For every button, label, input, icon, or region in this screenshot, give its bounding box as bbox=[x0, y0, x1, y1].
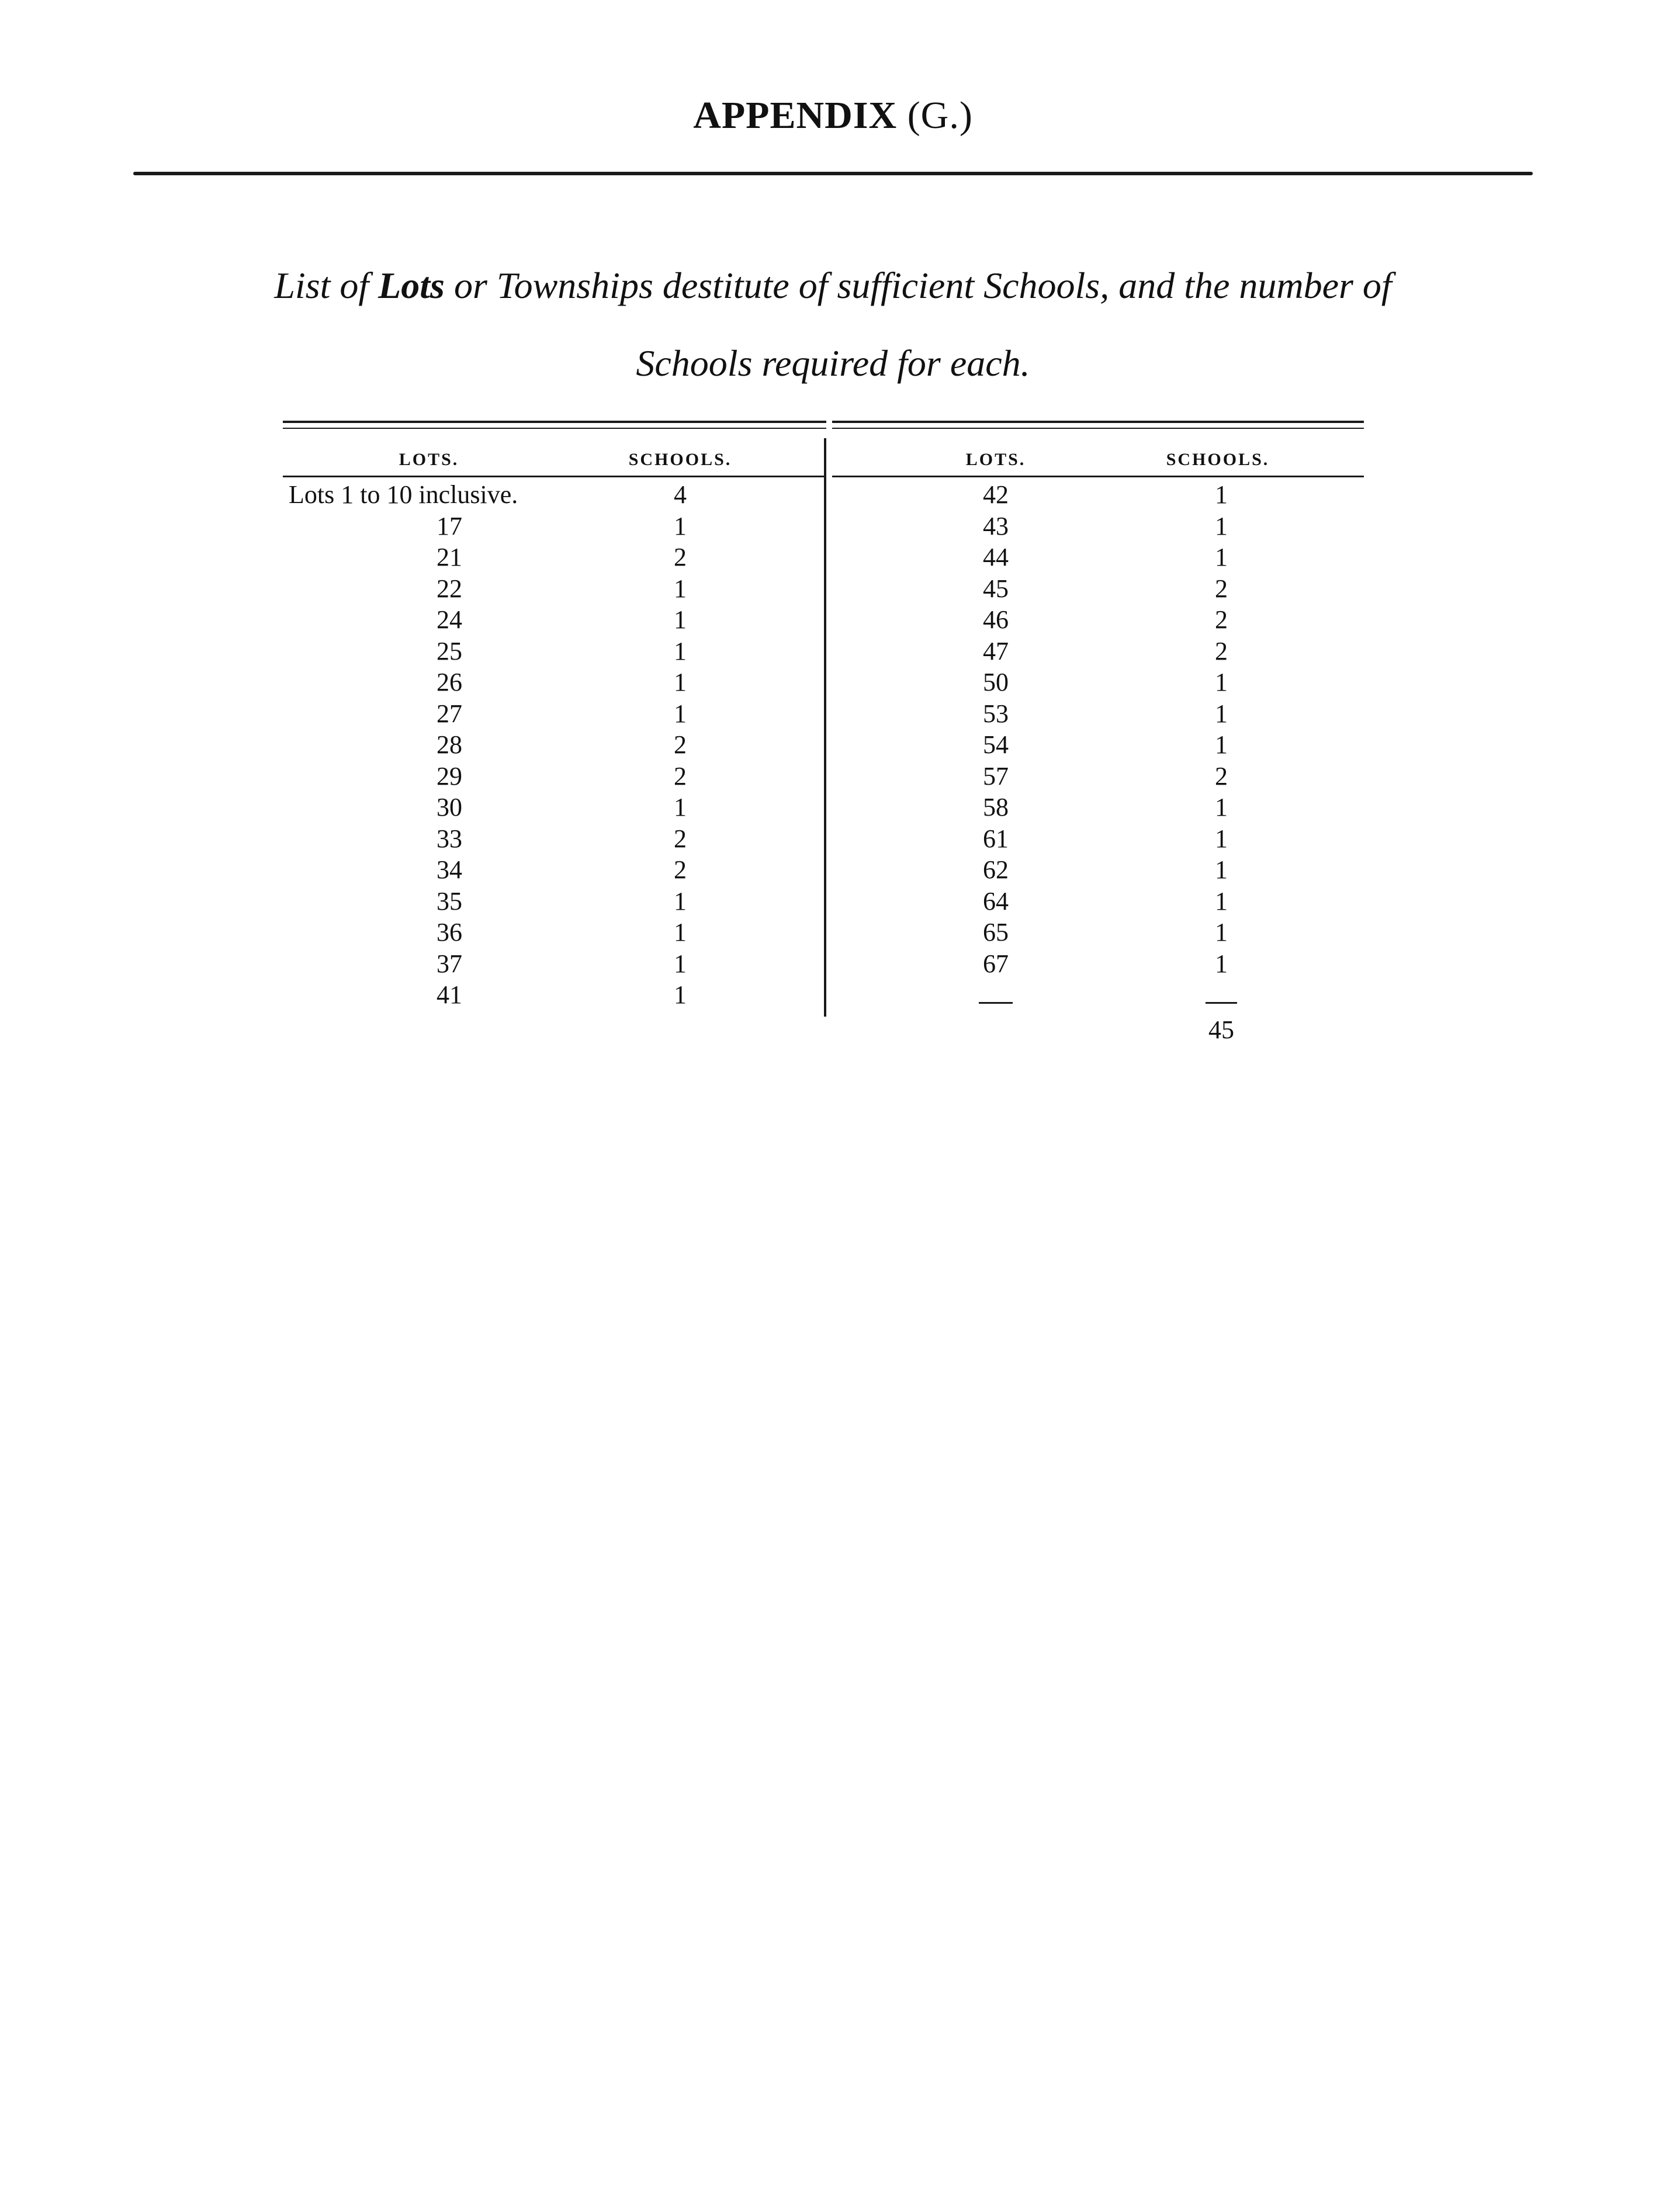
table-row bbox=[832, 821, 1364, 853]
table-row bbox=[832, 727, 1364, 759]
header-rule bbox=[133, 172, 1533, 175]
lot-cell: 17 bbox=[437, 511, 462, 540]
table-top-rule bbox=[283, 421, 826, 429]
schools-cell: 1 bbox=[674, 636, 687, 665]
schools-cell: 1 bbox=[1215, 918, 1228, 946]
schools-cell: 1 bbox=[1215, 824, 1228, 853]
lots-end-rule bbox=[979, 1002, 1013, 1004]
schools-cell: 2 bbox=[1215, 636, 1228, 665]
lot-cell: 27 bbox=[437, 699, 462, 728]
schools-cell: 1 bbox=[1215, 949, 1228, 978]
table-row bbox=[832, 602, 1364, 634]
schools-cell: 1 bbox=[1215, 730, 1228, 759]
schools-cell: 2 bbox=[674, 855, 687, 884]
lot-cell: 42 bbox=[983, 480, 1009, 509]
left-table-body bbox=[283, 477, 826, 1009]
lot-cell: 62 bbox=[983, 855, 1009, 884]
table-row bbox=[832, 759, 1364, 791]
right-table bbox=[832, 421, 1364, 977]
lot-cell: 41 bbox=[437, 980, 462, 1009]
schools-cell: 1 bbox=[1215, 793, 1228, 821]
table-row bbox=[283, 634, 826, 665]
table-row bbox=[283, 759, 826, 791]
lot-cell: 21 bbox=[437, 543, 462, 571]
lot-cell: 24 bbox=[437, 605, 462, 634]
table-row bbox=[832, 852, 1364, 884]
schools-cell: 1 bbox=[674, 605, 687, 634]
schools-cell: 2 bbox=[674, 761, 687, 791]
schools-cell: 1 bbox=[1215, 886, 1228, 916]
schools-cell: 1 bbox=[674, 949, 687, 978]
lot-cell: 53 bbox=[983, 699, 1009, 728]
table-top-rule bbox=[832, 421, 1364, 429]
lot-cell: 28 bbox=[437, 730, 462, 759]
lot-cell: 54 bbox=[983, 730, 1009, 759]
lot-cell: 35 bbox=[437, 886, 462, 916]
lot-cell: 61 bbox=[983, 824, 1009, 853]
lot-cell: 37 bbox=[437, 949, 462, 978]
lot-cell: 64 bbox=[983, 886, 1009, 916]
lot-cell: Lots 1 to 10 inclusive. bbox=[289, 480, 518, 509]
lot-cell: 36 bbox=[437, 918, 462, 946]
schools-cell: 1 bbox=[674, 980, 687, 1009]
lot-cell: 67 bbox=[983, 949, 1009, 978]
schools-cell: 1 bbox=[674, 886, 687, 916]
total-rule bbox=[1206, 1002, 1237, 1004]
lot-cell: 34 bbox=[437, 855, 462, 884]
schools-cell: 1 bbox=[1215, 511, 1228, 540]
schools-cell: 1 bbox=[1215, 668, 1228, 696]
table-row bbox=[832, 509, 1364, 540]
table-row bbox=[832, 946, 1364, 978]
lot-cell: 65 bbox=[983, 918, 1009, 946]
lot-cell: 47 bbox=[983, 636, 1009, 665]
schools-cell: 1 bbox=[1215, 699, 1228, 728]
table-row bbox=[832, 915, 1364, 946]
lots-column-header: LOTS. bbox=[965, 450, 1026, 469]
schools-cell: 1 bbox=[1215, 543, 1228, 571]
caption-line-2: Schools required for each. bbox=[636, 342, 1030, 384]
caption-line-1 bbox=[0, 264, 1666, 307]
caption-emphasis: Lots bbox=[378, 265, 445, 306]
schools-cell: 1 bbox=[674, 574, 687, 603]
page-title bbox=[0, 93, 1666, 138]
schools-column-header: SCHOOLS. bbox=[1166, 450, 1270, 469]
lot-cell: 44 bbox=[983, 543, 1009, 571]
table-row bbox=[283, 727, 826, 759]
caption-text: List of bbox=[274, 265, 379, 306]
schools-cell: 2 bbox=[1215, 605, 1228, 634]
appendix-letter: (G.) bbox=[907, 94, 973, 137]
lot-cell: 26 bbox=[437, 668, 462, 696]
schools-cell: 2 bbox=[1215, 574, 1228, 603]
lot-cell: 29 bbox=[437, 761, 462, 791]
lot-cell: 33 bbox=[437, 824, 462, 853]
table-row bbox=[283, 915, 826, 946]
lot-cell: 22 bbox=[437, 574, 462, 603]
table-row bbox=[283, 602, 826, 634]
schools-cell: 2 bbox=[674, 543, 687, 571]
schools-cell: 2 bbox=[674, 730, 687, 759]
schools-cell: 1 bbox=[1215, 855, 1228, 884]
left-header-row bbox=[283, 429, 826, 476]
table-row bbox=[283, 477, 826, 509]
table-row bbox=[832, 665, 1364, 696]
schools-cell: 1 bbox=[674, 668, 687, 696]
lot-cell: 58 bbox=[983, 793, 1009, 821]
table-row bbox=[832, 790, 1364, 821]
table-row bbox=[283, 977, 826, 1009]
appendix-title: APPENDIX bbox=[693, 94, 898, 137]
schools-cell: 2 bbox=[1215, 761, 1228, 791]
schools-cell: 4 bbox=[674, 480, 687, 509]
table-row bbox=[283, 665, 826, 696]
table-row bbox=[832, 477, 1364, 509]
schools-cell: 1 bbox=[674, 918, 687, 946]
table-row bbox=[283, 571, 826, 603]
lot-cell: 50 bbox=[983, 668, 1009, 696]
lot-cell: 30 bbox=[437, 793, 462, 821]
lots-column-header: LOTS. bbox=[399, 450, 459, 469]
table-row bbox=[283, 509, 826, 540]
table-row bbox=[832, 884, 1364, 916]
right-table-body bbox=[832, 477, 1364, 977]
left-table bbox=[283, 421, 826, 1009]
lot-cell: 43 bbox=[983, 511, 1009, 540]
lot-cell: 57 bbox=[983, 761, 1009, 791]
table-row bbox=[832, 696, 1364, 728]
schools-cell: 1 bbox=[1215, 480, 1228, 509]
lot-cell: 25 bbox=[437, 636, 462, 665]
table-row bbox=[283, 946, 826, 978]
schools-cell: 2 bbox=[674, 824, 687, 853]
table-row bbox=[283, 540, 826, 571]
schools-total: 45 bbox=[1208, 1015, 1234, 1044]
table-row bbox=[832, 571, 1364, 603]
schools-cell: 1 bbox=[674, 511, 687, 540]
table-row bbox=[832, 540, 1364, 571]
table-row bbox=[283, 790, 826, 821]
schools-column-header: SCHOOLS. bbox=[628, 450, 732, 469]
lot-cell: 46 bbox=[983, 605, 1009, 634]
caption-text: or Townships destitute of sufficient Schools, and the number of bbox=[444, 265, 1392, 306]
table-row bbox=[283, 821, 826, 853]
table-row bbox=[283, 852, 826, 884]
table-row bbox=[832, 634, 1364, 665]
column-divider bbox=[824, 438, 826, 1017]
table-row bbox=[283, 884, 826, 916]
right-header-row bbox=[832, 429, 1364, 476]
table-row bbox=[283, 696, 826, 728]
schools-cell: 1 bbox=[674, 699, 687, 728]
lot-cell: 45 bbox=[983, 574, 1009, 603]
schools-cell: 1 bbox=[674, 793, 687, 821]
